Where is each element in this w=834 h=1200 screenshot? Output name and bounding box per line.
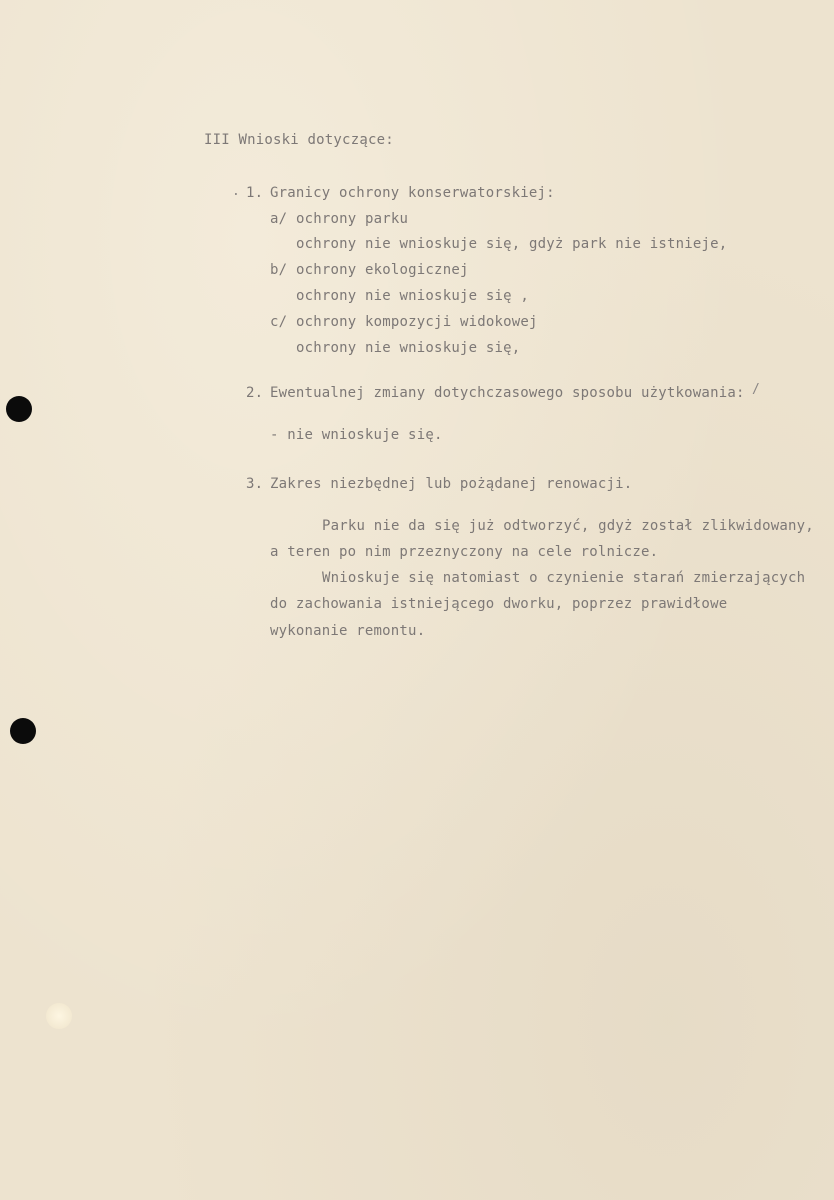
item-2-label: 2. — [246, 385, 264, 401]
item-1a-body: ochrony nie wnioskuje się, gdyż park nie istnieje, — [296, 236, 728, 252]
item-1b-body: ochrony nie wnioskuje się , — [296, 288, 529, 304]
item-1a-title: ochrony parku — [296, 211, 409, 227]
item-3-paragraph-line-4: do zachowania istniejącego dworku, poprzez prawidłowe — [270, 596, 728, 612]
item-1b-title: ochrony ekologicznej — [296, 262, 469, 278]
item-1a-label: a/ — [270, 211, 288, 227]
margin-tick: / — [752, 382, 760, 397]
item-2-text: Ewentualnej zmiany dotychczasowego sposobu użytkowania: — [270, 385, 745, 401]
item-2-body: - nie wnioskuje się. — [270, 427, 443, 443]
punch-hole-lower — [10, 718, 36, 744]
item-3-paragraph-line-2: a teren po nim przeznyczony na cele rolnicze. — [270, 544, 659, 560]
margin-dot: . — [232, 184, 240, 199]
item-3-text: Zakres niezbędnej lub pożądanej renowacji. — [270, 476, 633, 492]
item-1c-body: ochrony nie wnioskuje się, — [296, 340, 521, 356]
item-1c-label: c/ — [270, 314, 288, 330]
item-3-paragraph-line-3: Wnioskuje się natomiast o czynienie starań zmierzających — [322, 570, 806, 586]
item-1c-title: ochrony kompozycji widokowej — [296, 314, 538, 330]
item-3-label: 3. — [246, 476, 264, 492]
item-1-text: Granicy ochrony konserwatorskiej: — [270, 185, 555, 201]
punch-hole-upper — [6, 396, 32, 422]
item-1b-label: b/ — [270, 262, 288, 278]
item-1-label: 1. — [246, 185, 264, 201]
paper-spot — [46, 1003, 72, 1029]
item-3-paragraph-line-1: Parku nie da się już odtworzyć, gdyż został zlikwidowany, — [322, 518, 814, 534]
section-heading: III Wnioski dotyczące: — [204, 132, 394, 148]
item-3-paragraph-line-5: wykonanie remontu. — [270, 623, 426, 639]
